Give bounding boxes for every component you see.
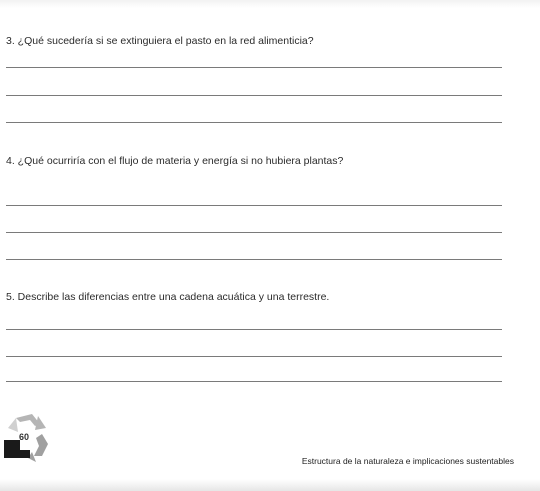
top-page-edge xyxy=(0,0,540,8)
answer-line xyxy=(6,122,502,123)
question-5: 5. Describe las diferencias entre una cadena acuática y una terrestre. xyxy=(6,291,330,303)
answer-line xyxy=(6,329,502,330)
page-number: 60 xyxy=(18,432,29,442)
bottom-page-edge xyxy=(0,479,540,491)
badge-arrowhead-left xyxy=(8,418,18,432)
answer-line xyxy=(6,95,502,96)
answer-line xyxy=(6,205,502,206)
answer-line xyxy=(6,232,502,233)
answer-line xyxy=(6,259,502,260)
answer-line xyxy=(6,381,502,382)
badge-arrowhead-top xyxy=(35,416,46,430)
question-3: 3. ¿Qué sucedería si se extinguiera el pasto en la red alimenticia? xyxy=(6,35,314,47)
answer-line xyxy=(6,356,502,357)
answer-line xyxy=(6,67,502,68)
question-4: 4. ¿Qué ocurriría con el flujo de materia y energía si no hubiera plantas? xyxy=(6,155,344,167)
badge-arrow-left xyxy=(4,440,30,458)
footer-title: Estructura de la naturaleza e implicaciones sustentables xyxy=(301,456,514,466)
badge-arrow-right xyxy=(34,434,48,456)
